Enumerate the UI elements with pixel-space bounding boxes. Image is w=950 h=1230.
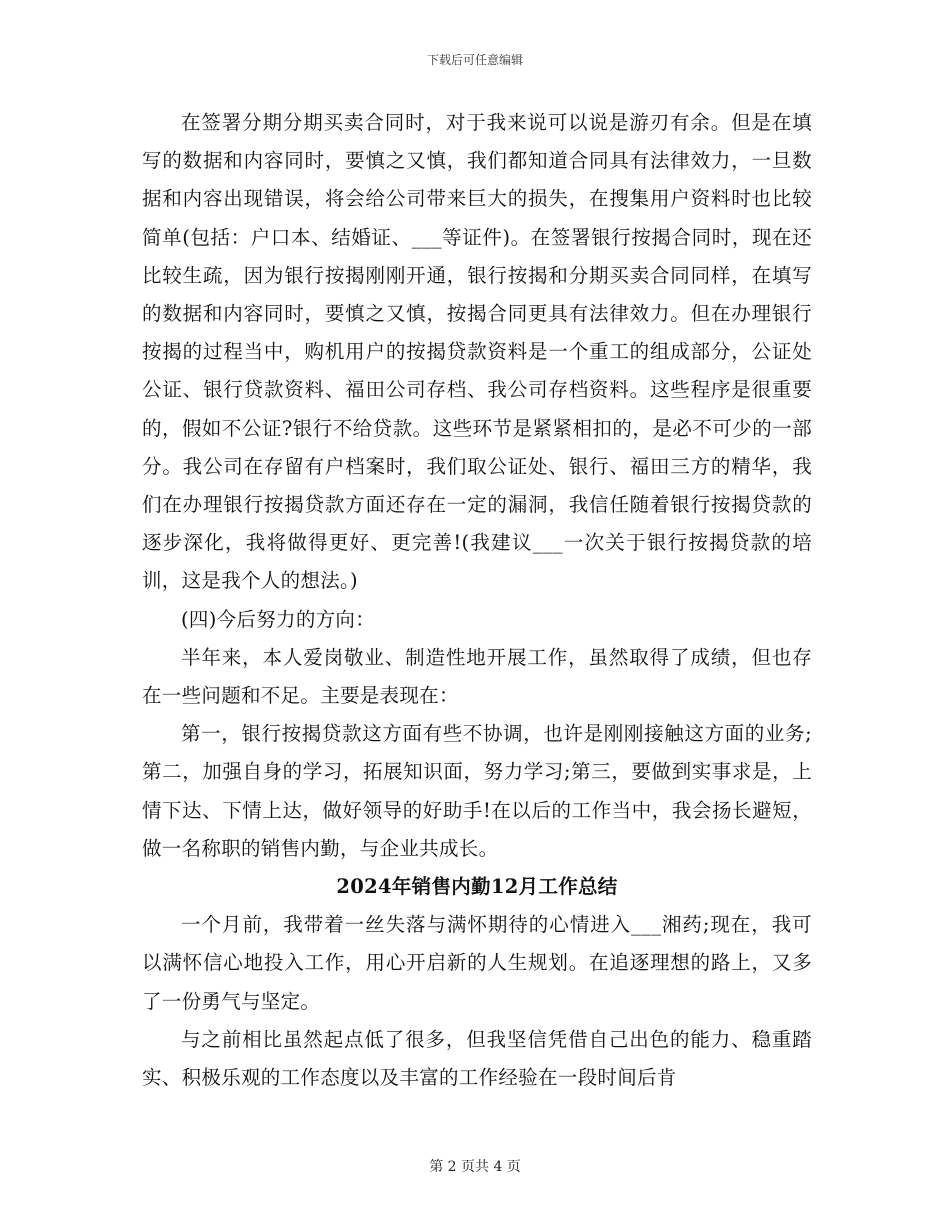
paragraph-contract-signing: 在签署分期分期买卖合同时，对于我来说可以说是游刃有余。但是在填写的数据和内容同时，要慎之又慎，我们都知道合同具有法律效力，一旦数据和内容出现错误，将会给公司带来巨大的损失，在搜集用户资料时也比较简单(包括：户口本、结婚证、___等证件)。在签署银行按揭合同时，现在还比较生疏，因为银行按揭刚刚开通，银行按揭和分期买卖合同同样，在填写的数据和内容同时，要慎之又慎，按揭合同更具有法律效力。但在办理银行按揭的过程当中，购机用户的按揭贷款资料是一个重工的组成部分，公证处公证、银行贷款资料、福田公司存档、我公司存档资料。这些程序是很重要的，假如不公证?银行不给贷款。这些环节是紧紧相扣的，是必不可少的一部分。我公司在存留有户档案时，我们取公证处、银行、福田三方的精华，我们在办理银行按揭贷款方面还存在一定的漏洞，我信任随着银行按揭贷款的逐步深化，我将做得更好、更完善!(我建议___一次关于银行按揭贷款的培训，这是我个人的想法。) (142, 111, 812, 593)
document-body (142, 104, 812, 1097)
paragraph-future-direction-heading: (四)今后努力的方向： (181, 607, 376, 631)
paragraph-improvement-points: 第一，银行按揭贷款这方面有些不协调，也许是刚刚接触这方面的业务;第二，加强自身的学习，拓展知识面，努力学习;第三，要做到实事求是，上情下达、下情上达，做好领导的好助手!在以后的工作当中，我会扬长避短，做一名称职的销售内勤，与企业共成长。 (142, 722, 812, 860)
section-title: 2024年销售内勤12月工作总结 (336, 875, 618, 899)
paragraph-month-ago: 一个月前，我带着一丝失落与满怀期待的心情进入___湘药;现在，我可以满怀信心地投入工作，用心开启新的人生规划。在追逐理想的路上，又多了一份勇气与坚定。 (142, 913, 812, 1013)
page-footer: 第 2 页共 4 页 (429, 1159, 521, 1175)
paragraph-half-year-summary: 半年来，本人爱岗敬业、制造性地开展工作，虽然取得了成绩，但也存在一些问题和不足。主要是表现在： (142, 645, 812, 708)
paragraph-compared-before: 与之前相比虽然起点低了很多，但我坚信凭借自己出色的能力、稳重踏实、积极乐观的工作态度以及丰富的工作经验在一段时间后肯 (142, 1027, 812, 1090)
page-header: 下载后可任意编辑 (426, 53, 523, 67)
